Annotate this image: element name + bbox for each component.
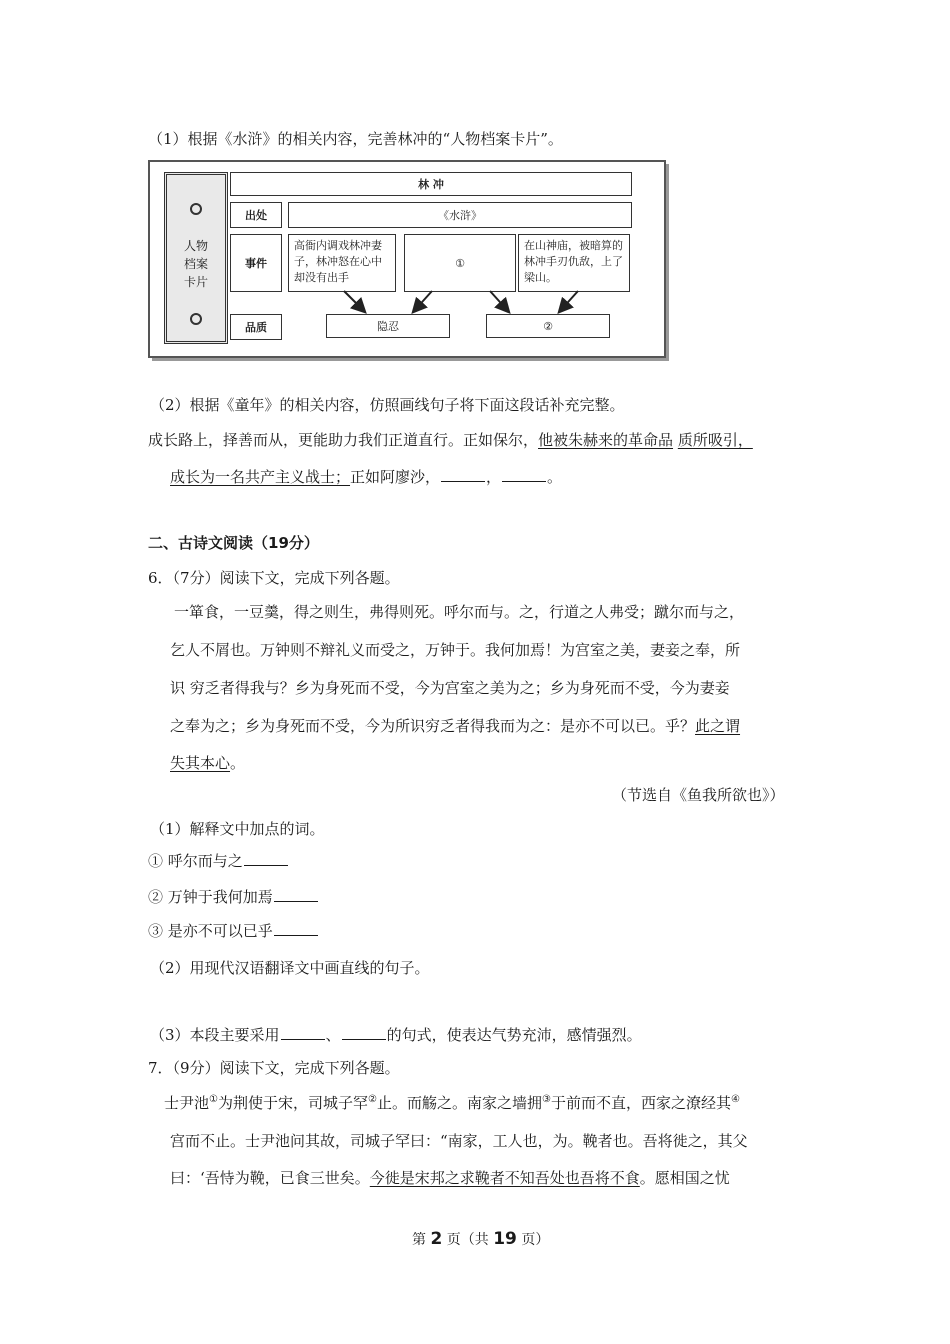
- arrow-icon: [414, 291, 432, 311]
- footnote-mark: ④: [730, 1094, 740, 1105]
- q6-passage-line: [170, 715, 740, 736]
- q7-passage-line: [164, 1092, 740, 1113]
- q6-passage-text: 。: [230, 754, 246, 772]
- q7-text: 。愿相国之忧: [639, 1169, 730, 1187]
- arrow-icon: [490, 291, 508, 311]
- q6-source: （节选自《鱼我所欲也》）: [612, 786, 785, 804]
- q7-underlined: 今徙是宋邦之求鞔者不知吾处也吾将不食: [369, 1169, 640, 1187]
- total-pages: 19: [493, 1229, 517, 1249]
- q2-intro: （2）根据《童年》的相关内容，仿照画线句子将下面这段话补充完整。: [150, 396, 625, 414]
- footnote-mark: ③: [541, 1094, 551, 1105]
- q6-passage-line: 识 穷乏者得我与？乡为身死而不受，今为宫室之美为之；乡为身死而不受，今为妻妾: [170, 679, 730, 697]
- q2-text-a: 成长路上，择善而从，更能助力我们正道直行。正如保尔，: [148, 431, 539, 449]
- page-number: 2: [430, 1229, 443, 1249]
- q6-item: [148, 850, 289, 871]
- q6-item: [148, 920, 319, 941]
- q7-text: 于前而不直，西家之潦经其: [550, 1094, 731, 1112]
- arrow-icon: [344, 291, 364, 311]
- footer-text: 页）: [521, 1232, 550, 1248]
- q2-text-e: 正如阿廖沙，: [350, 468, 441, 486]
- source-value: 《水浒》: [288, 202, 632, 228]
- q6-underlined: 失其本心: [170, 754, 231, 772]
- q7-passage-line: 宫而不止。士尹池问其故，司城子罕曰：“南家，工人也，为。鞔者也。吾将徙之，其父: [170, 1132, 748, 1150]
- q7-intro: 7．（9分）阅读下文，完成下列各题。: [148, 1059, 400, 1077]
- q6-sub3-text: （3）本段主要采用: [150, 1026, 280, 1044]
- q2-text-line1: [148, 429, 753, 450]
- q2-text-g: 。: [547, 468, 563, 486]
- q1-intro: （1）根据《水浒》的相关内容，完善林冲的“人物档案卡片”。: [148, 130, 563, 148]
- q2-underlined-3: 成长为一名共产主义战士；: [170, 468, 351, 486]
- q2-text-line2: [170, 466, 562, 487]
- q6-item-text: ① 呼尔而与之: [148, 852, 243, 870]
- card-name: 林 冲: [230, 172, 632, 196]
- q6-sub3-text: 、: [325, 1026, 341, 1044]
- event-2-blank: ①: [404, 234, 516, 292]
- footnote-mark: ①: [209, 1094, 218, 1105]
- q6-passage-text: 之奉为之；乡为身死而不受，今为所识穷乏者得我而为之：是亦不可以已。乎？: [170, 717, 696, 735]
- q6-passage-line: 乞人不屑也。万钟则不辩礼义而受之，万钟于。我何加焉！为宫室之美，妻妾之奉，所: [170, 641, 741, 659]
- answer-blank[interactable]: [274, 900, 318, 902]
- character-card: [148, 160, 666, 360]
- spine-line: 卡片: [183, 275, 208, 289]
- answer-blank[interactable]: [281, 1038, 325, 1040]
- footnote-mark: ②: [368, 1094, 377, 1105]
- answer-blank[interactable]: [274, 934, 318, 936]
- section-title: 二、古诗文阅读（19分）: [148, 534, 319, 552]
- q6-sub3: [150, 1024, 642, 1045]
- footer-text: 页（共: [446, 1232, 489, 1248]
- arrow-icon: [560, 291, 578, 311]
- q7-text: 士尹池: [164, 1094, 210, 1112]
- source-label: 出处: [230, 202, 282, 228]
- spine-line: 人物: [183, 239, 208, 253]
- event-1: 高衙内调戏林冲妻子，林冲怒在心中却没有出手: [288, 234, 396, 292]
- answer-blank[interactable]: [441, 480, 485, 482]
- spine-line: 档案: [183, 257, 208, 271]
- page-footer: [412, 1229, 549, 1249]
- q7-text: 止。而觞之。南家之墙拥: [376, 1094, 542, 1112]
- event-3: 在山神庙，被暗算的林冲手刃仇敌，上了梁山。: [518, 234, 630, 292]
- q6-item-text: ② 万钟于我何加焉: [148, 888, 273, 906]
- q6-intro: 6．（7分）阅读下文，完成下列各题。: [148, 569, 400, 587]
- answer-blank[interactable]: [342, 1038, 386, 1040]
- q6-passage-line: 一箪食，一豆羹，得之则生，弗得则死。呼尔而与。之，行道之人弗受；蹴尔而与之，: [174, 603, 745, 621]
- event-label: 事件: [230, 234, 282, 292]
- q6-sub3-text: 的句式，使表达气势充沛，感情强烈。: [386, 1026, 642, 1044]
- q7-text: 为荆使于宋，司城子罕: [217, 1094, 368, 1112]
- quality-1: 隐忍: [326, 314, 450, 338]
- answer-blank[interactable]: [502, 480, 546, 482]
- answer-blank[interactable]: [244, 864, 288, 866]
- q6-sub2: （2）用现代汉语翻译文中画直线的句子。: [150, 959, 430, 977]
- quality-2-blank: ②: [486, 314, 610, 338]
- quality-label: 品质: [230, 314, 282, 340]
- q6-item: [148, 886, 319, 907]
- q7-passage-line: [170, 1167, 730, 1188]
- q6-passage-line: [170, 752, 245, 773]
- q2-underlined-2: 质所吸引，: [677, 431, 753, 449]
- card-arrows: [148, 160, 666, 360]
- q6-sub1: （1）解释文中加点的词。: [150, 820, 325, 838]
- q2-underlined-1: 他被朱赫来的革命品: [538, 431, 674, 449]
- q6-item-text: ③ 是亦不可以已乎: [148, 922, 273, 940]
- q6-underlined: 此之谓: [695, 717, 741, 735]
- q7-text: 曰：‘吾恃为鞔，已食三世矣。: [170, 1169, 370, 1187]
- q2-text-f: ，: [486, 468, 502, 486]
- footer-text: 第: [412, 1232, 426, 1248]
